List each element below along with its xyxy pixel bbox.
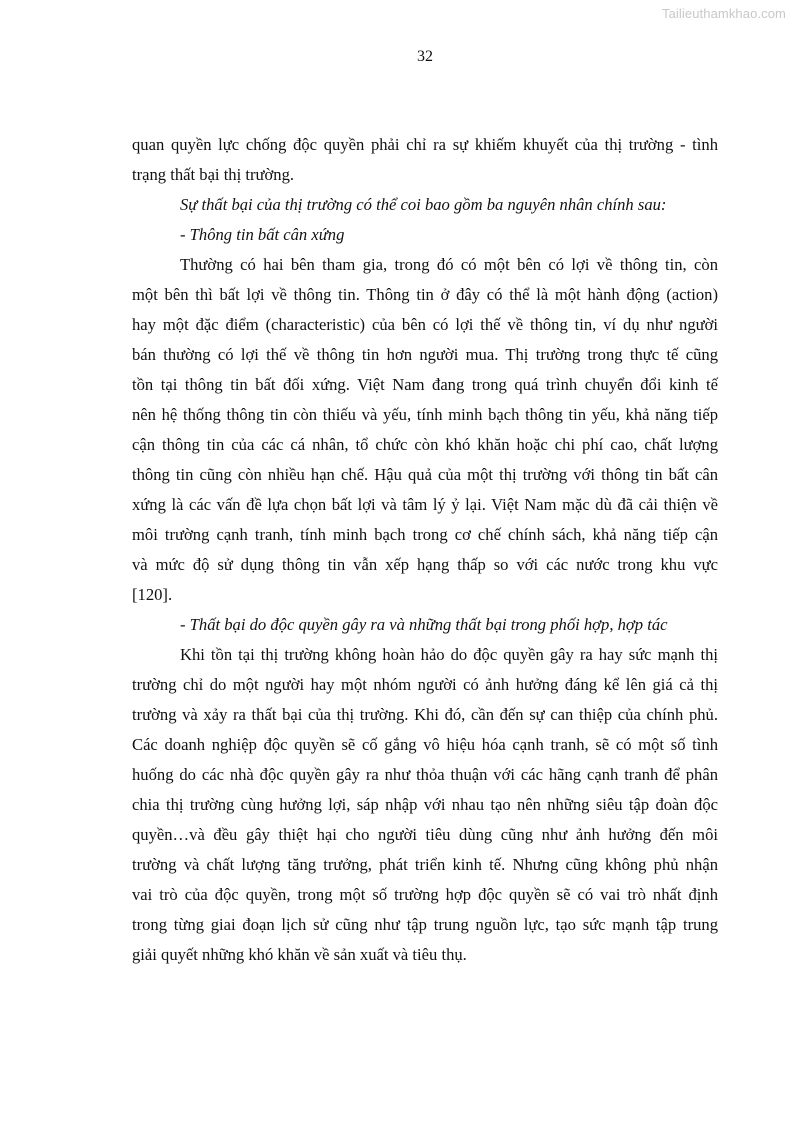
text-line: trong từng giai đoạn lịch sử cũng như tập trung nguồn lực, tạo sức mạnh tập trung — [132, 915, 718, 934]
text-line: hay một đặc điểm (characteristic) của bên có lợi thế về thông tin, ví dụ như người — [132, 315, 718, 334]
text-line: nên hệ thống thông tin còn thiếu và yếu, tính minh bạch thông tin yếu, khả năng tiếp — [132, 405, 718, 424]
watermark: Tailieuthamkhao.com — [661, 6, 786, 21]
text-line: thông tin cũng còn nhiều hạn chế. Hậu quả của một thị trường với thông tin bất cân — [132, 465, 718, 484]
text-line: tồn tại thông tin bất đối xứng. Việt Nam đang trong quá trình chuyển đổi kinh tế — [132, 375, 718, 394]
text-line: cận thông tin của các cá nhân, tổ chức còn khó khăn hoặc chi phí cao, chất lượng — [132, 435, 718, 454]
text-line: vai trò của độc quyền, trong một số trường hợp độc quyền sẽ có vai trò nhất định — [132, 885, 718, 904]
text-line: Khi tồn tại thị trường không hoàn hảo do độc quyền gây ra hay sức mạnh thị — [180, 645, 718, 664]
text-line: trường và chất lượng tăng trưởng, phát triển kinh tế. Nhưng cũng không phủ nhận — [132, 855, 718, 874]
page-number: 32 — [417, 48, 433, 65]
text-line: quan quyền lực chống độc quyền phải chỉ ra sự khiếm khuyết của thị trường - tình — [132, 135, 718, 154]
text-line: - Thất bại do độc quyền gây ra và những thất bại trong phối hợp, hợp tác — [180, 615, 668, 634]
text-line: một bên thì bất lợi về thông tin. Thông tin ở đây có thể là một hành động (action) — [132, 285, 718, 304]
text-line: - Thông tin bất cân xứng — [180, 225, 345, 244]
text-line: Các doanh nghiệp độc quyền sẽ cố gắng vô hiệu hóa cạnh tranh, sẽ có một số tình — [132, 735, 718, 754]
text-line: Thường có hai bên tham gia, trong đó có một bên có lợi về thông tin, còn — [180, 255, 718, 274]
text-line: quyền…và đều gây thiệt hại cho người tiêu dùng cũng như ảnh hưởng đến môi — [132, 825, 718, 844]
text-line: trạng thất bại thị trường. — [132, 165, 295, 184]
text-line: môi trường cạnh tranh, tính minh bạch trong cơ chế chính sách, khả năng tiếp cận — [132, 525, 718, 544]
text-line: và mức độ sử dụng thông tin vẫn xếp hạng thấp so với các nước trong khu vực — [132, 555, 718, 574]
text-line: [120]. — [132, 585, 173, 604]
text-line: trường và xảy ra thất bại của thị trường. Khi đó, cần đến sự can thiệp của chính phủ. — [132, 705, 718, 724]
text-line: huống do các nhà độc quyền gây ra như thỏa thuận với các hãng cạnh tranh để phân — [132, 765, 718, 784]
text-line: xứng là các vấn đề lựa chọn bất lợi và tâm lý ỷ lại. Việt Nam mặc dù đã cải thiện về — [132, 495, 718, 514]
text-line: giải quyết những khó khăn về sản xuất và tiêu thụ. — [132, 945, 467, 964]
text-line: trường chỉ do một người hay một nhóm người có ảnh hưởng đáng kể lên giá cả thị — [132, 675, 718, 694]
document-body — [132, 130, 718, 970]
text-line: bán thường có lợi thế về thông tin hơn người mua. Thị trường trong thực tế cũng — [132, 345, 718, 364]
text-line: chia thị trường cùng hưởng lợi, sáp nhập với nhau tạo nên những siêu tập đoàn độc — [132, 795, 718, 814]
text-line: Sự thất bại của thị trường có thể coi bao gồm ba nguyên nhân chính sau: — [180, 195, 667, 214]
